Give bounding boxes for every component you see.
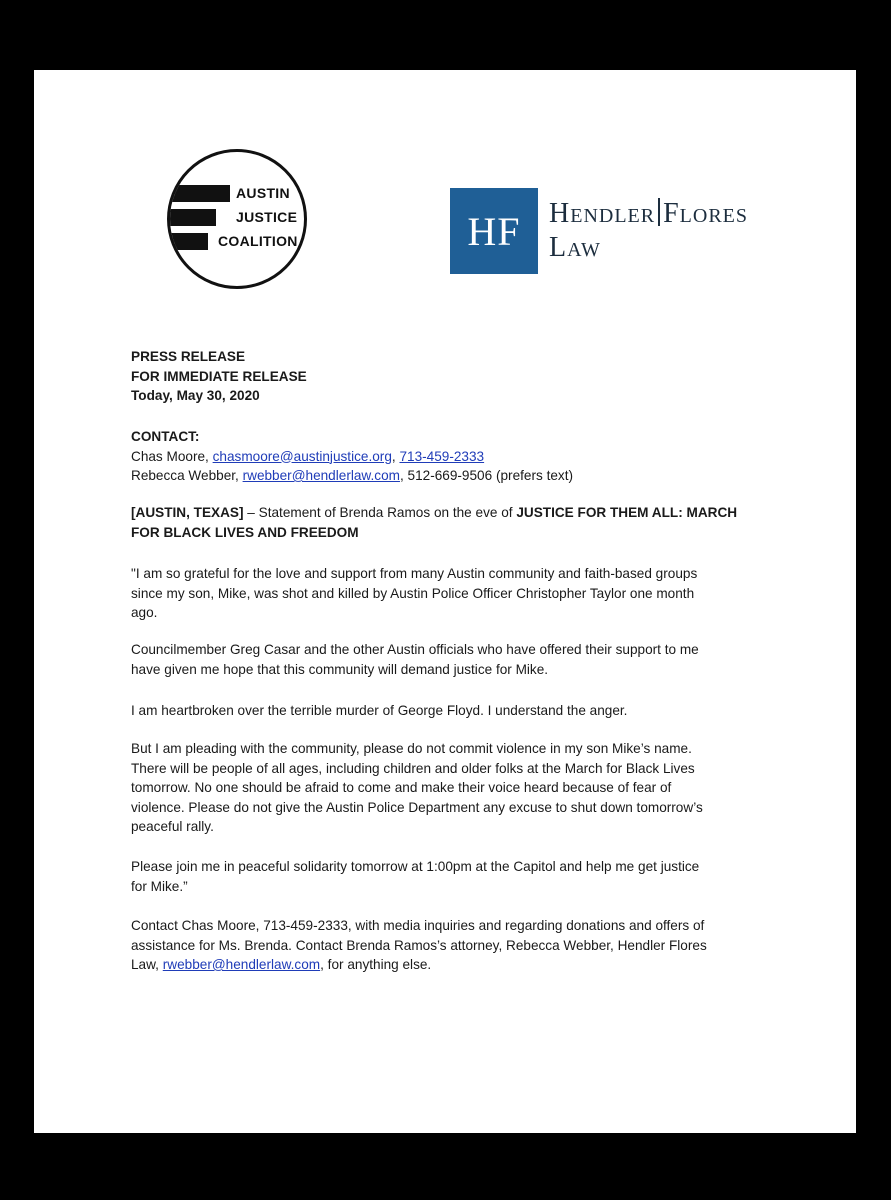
text-line: since my son, Mike, was shot and killed by Austin Police Officer Christopher Taylor one month — [131, 585, 695, 601]
logo-name-left: Hendler — [549, 198, 656, 229]
logo-name-right: Flores — [663, 198, 749, 229]
dateline-location: [AUSTIN, TEXAS] — [131, 505, 244, 520]
logo-bar — [170, 185, 230, 202]
chas-email-link[interactable]: chasmoore@austinjustice.org — [212, 448, 392, 464]
statement-paragraph-3 — [131, 701, 791, 721]
contact-chas-moore — [131, 447, 791, 467]
hendler-flores-logo-mark: HF — [450, 188, 538, 274]
chas-phone-link[interactable]: 713-459-2333 — [399, 448, 485, 464]
statement-paragraph-1 — [131, 564, 791, 623]
contact-paragraph — [131, 916, 791, 975]
statement-paragraph-2 — [131, 640, 791, 679]
text-line-last — [131, 955, 791, 975]
dateline — [131, 503, 791, 542]
text-line: "I am so grateful for the love and support from many Austin community and faith-based groups — [131, 566, 698, 581]
text-line: have given me hope that this community will demand justice for Mike. — [131, 661, 549, 677]
contact-heading: CONTACT: — [131, 429, 200, 444]
contact-name: Rebecca Webber, — [131, 468, 243, 483]
rebecca-email-link[interactable]: rwebber@hendlerlaw.com — [242, 468, 400, 483]
text-line: I am heartbroken over the terrible murder of George Floyd. I understand the anger. — [131, 703, 628, 718]
text-line: violence. Please do not give the Austin Police Department any excuse to shut down tomorrow’s — [131, 799, 703, 815]
text-prefix: Law, — [131, 957, 163, 972]
logo-divider — [658, 198, 660, 226]
text-line: But I am pleading with the community, please do not commit violence in my son Mike’s name. — [131, 741, 692, 756]
hendler-flores-logo-name — [549, 198, 748, 230]
event-title-part1: JUSTICE FOR THEM ALL: MARCH — [516, 505, 738, 520]
text-line: Contact Chas Moore, 713-459-2333, with media inquiries and regarding donations and offers of — [131, 918, 705, 933]
immediate-release-label: FOR IMMEDIATE RELEASE — [131, 368, 307, 384]
contact-phone-text: , 512-669-9506 (prefers text) — [399, 468, 574, 483]
logo-word-austin: AUSTIN — [236, 185, 290, 201]
contact-rebecca-webber — [131, 466, 791, 486]
text-line: peaceful rally. — [131, 819, 214, 834]
statement-paragraph-4 — [131, 739, 791, 837]
press-release-label: PRESS RELEASE — [131, 349, 246, 364]
rebecca-email-link-2[interactable]: rwebber@hendlerlaw.com — [162, 957, 321, 972]
dateline-line1 — [131, 503, 791, 523]
logo-word-justice: JUSTICE — [236, 209, 298, 225]
event-title-part2: FOR BLACK LIVES AND FREEDOM — [131, 524, 359, 540]
hendler-flores-logo-law: Law — [549, 232, 601, 263]
text-line: assistance for Ms. Brenda. Contact Brenda Ramos’s attorney, Rebecca Webber, Hendler Flores — [131, 937, 707, 953]
document-page — [34, 70, 856, 1133]
statement-paragraph-5 — [131, 857, 791, 896]
text-line: There will be people of all ages, including children and older folks at the March for Black Lives — [131, 760, 695, 776]
text-line: for Mike.” — [131, 878, 188, 894]
text-suffix: , for anything else. — [320, 957, 432, 972]
text-line: ago. — [131, 605, 158, 620]
contact-block — [131, 427, 791, 486]
separator: , — [391, 448, 400, 464]
text-line: Please join me in peaceful solidarity tomorrow at 1:00pm at the Capitol and help me get justice — [131, 859, 700, 874]
release-header — [131, 347, 791, 406]
contact-name: Chas Moore, — [131, 448, 213, 464]
release-date: Today, May 30, 2020 — [131, 388, 260, 403]
logo-bar — [170, 233, 208, 250]
logo-bar — [170, 209, 216, 226]
dateline-text: – Statement of Brenda Ramos on the eve of — [243, 505, 517, 520]
text-line: tomorrow. No one should be afraid to come and make their voice heard because of fear of — [131, 780, 672, 795]
austin-justice-coalition-logo — [167, 149, 307, 289]
text-line: Councilmember Greg Casar and the other Austin officials who have offered their support to me — [131, 642, 699, 657]
logo-word-coalition: COALITION — [218, 233, 298, 249]
